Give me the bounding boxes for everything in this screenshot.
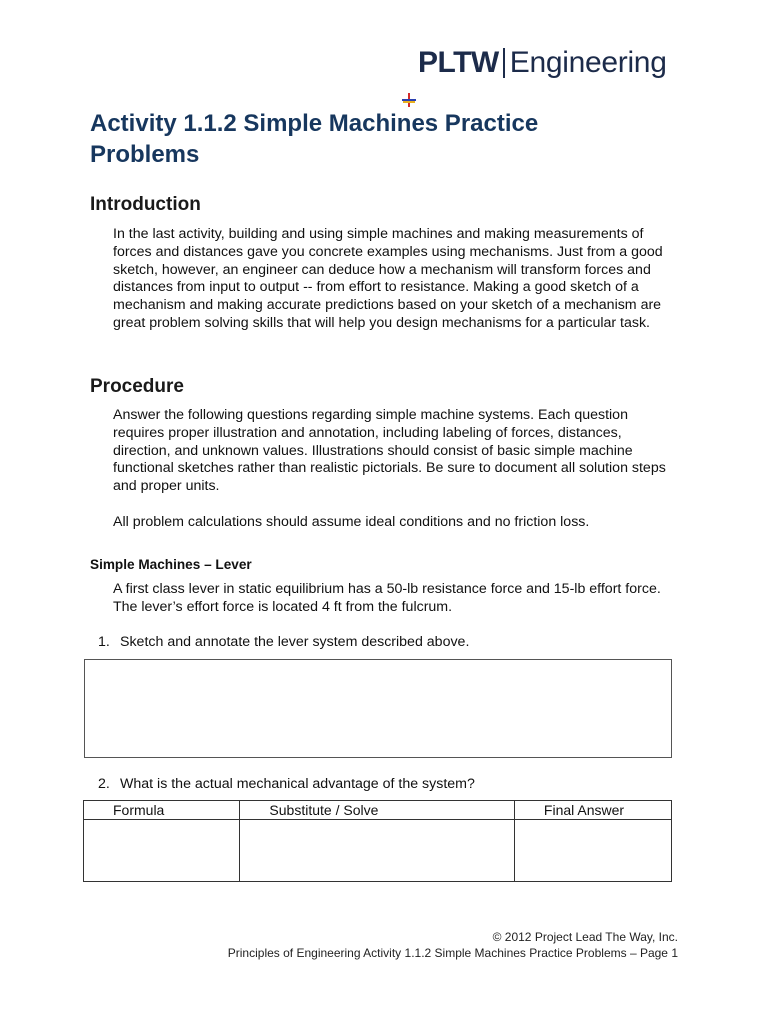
lever-section-heading: Simple Machines – Lever xyxy=(90,557,252,572)
answer-table xyxy=(83,800,672,882)
question-2-text: What is the actual mechanical advantage of the system? xyxy=(120,776,475,792)
lever-problem-text: A first class lever in static equilibrium has a 50-lb resistance force and 15-lb effort force. The lever’s effort force is located 4 ft from the fulcrum. xyxy=(113,581,661,615)
logo-brand: PLTW xyxy=(418,46,499,79)
introduction-text: In the last activity, building and using simple machines and making measurements of forces and distances gave you concrete examples using mechanisms. Just from a good sketch, however, an engineer can deduce how a mechanism will transform forces and distances from input to output -- from effort to resistance. Making a good sketch of a mechanism and making accurate predictions based on your sketch of a mechanism are great problem solving skills that will help you design mechanisms for a particular task. xyxy=(113,226,663,331)
final-answer-cell[interactable] xyxy=(514,820,671,882)
procedure-heading: Procedure xyxy=(90,376,184,397)
question-1-text: Sketch and annotate the lever system described above. xyxy=(120,634,470,650)
answer-table-header-row xyxy=(84,801,672,820)
final-answer-header: Final Answer xyxy=(514,801,671,820)
page-title: Activity 1.1.2 Simple Machines Practice Problems xyxy=(90,110,539,168)
pltw-engineering-logo xyxy=(418,46,667,80)
sketch-answer-box[interactable] xyxy=(84,659,672,758)
formula-cell[interactable] xyxy=(84,820,240,882)
question-2-number: 2. xyxy=(98,776,110,792)
formula-header: Formula xyxy=(84,801,240,820)
substitute-solve-cell[interactable] xyxy=(240,820,515,882)
question-1-number: 1. xyxy=(98,634,110,650)
logo-divider xyxy=(503,48,505,78)
procedure-assumption-text: All problem calculations should assume ideal conditions and no friction loss. xyxy=(113,514,590,530)
anchor-marker-icon xyxy=(402,93,416,107)
logo-product: Engineering xyxy=(509,46,667,79)
introduction-heading: Introduction xyxy=(90,194,201,215)
question-2 xyxy=(98,776,475,792)
substitute-solve-header: Substitute / Solve xyxy=(240,801,515,820)
answer-table-row xyxy=(84,820,672,882)
procedure-text: Answer the following questions regarding simple machine systems. Each question requires proper illustration and annotation, including labeling of forces, distances, direction, and unknown values. Illustrations should consist of basic simple machine functional sketches rather than realistic pictorials. Be sure to document all solution steps and proper units. xyxy=(113,407,666,495)
question-1 xyxy=(98,634,469,650)
page-footer: Principles of Engineering Activity 1.1.2 Simple Machines Practice Problems – Page 1 xyxy=(227,946,678,960)
copyright-notice: © 2012 Project Lead The Way, Inc. xyxy=(492,930,678,944)
